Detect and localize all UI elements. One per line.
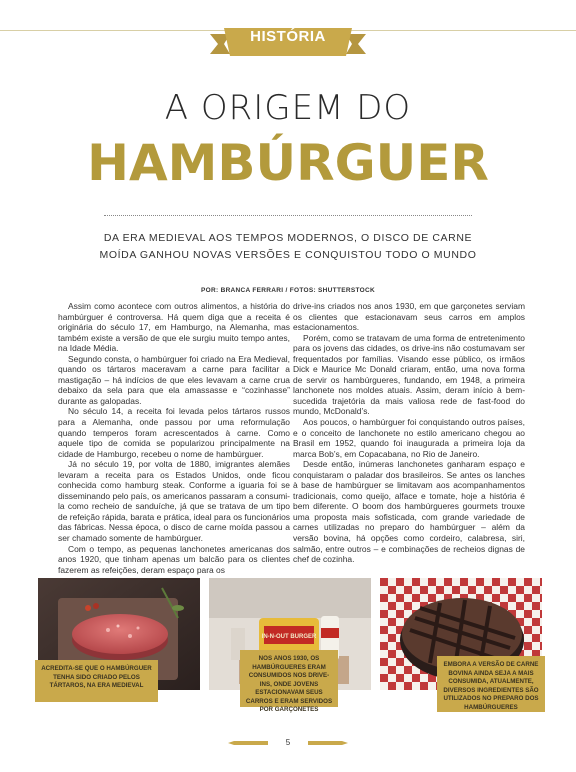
page-number: 5 [285, 738, 291, 747]
subtitle-line-2: MOÍDA GANHOU NOVAS VERSÕES E CONQUISTOU TODO O MUNDO [99, 249, 477, 261]
in-n-out-sign: IN-N-OUT BURGER [261, 634, 317, 640]
page-ornament-right [308, 741, 348, 745]
subtitle [60, 230, 516, 264]
paragraph: drive-ins criados nos anos 1930, em que garçonetes serviam os clientes que estacionavam seus carros em amplos estacionamentos. [293, 301, 525, 333]
paragraph: Assim como acontece com outros alimentos, a história do hambúrguer é controversa. Há quem diga que a receita é originária do século 17, em Hamburgo, na Alemanha, mas também existe a versão de que ele surgiu muito tempo antes, na Idade Média. [58, 301, 290, 354]
photo-2-caption: NOS ANOS 1930, OS HAMBÚRGUERES ERAM CONSUMIDOS NOS DRIVE-INS, ONDE JOVENS ESTACIONAVAM SEUS CARROS E ERAM SERVIDOS POR GARÇONETES [240, 650, 338, 707]
title-line-1: A ORIGEM DO [164, 88, 412, 128]
paragraph: Já no século 19, por volta de 1880, imigrantes alemães levaram a receita para os Estados Unidos, onde ficou conhecida como hamburg steak. Conforme a iguaria foi se disseminando pelo país, os americanos passaram a consumi-la como recheio de sanduíche, já que se tratava de um tipo de refeição rápida, barata e prática, ideal para os funcionários das fábricas. Nessa época, o disco de carne moída passou a ser chamado somente de hambúrguer. [58, 459, 290, 544]
page-ornament-left [228, 741, 268, 745]
subtitle-line-1: DA ERA MEDIEVAL AOS TEMPOS MODERNOS, O DISCO DE CARNE [103, 232, 473, 244]
paragraph: Aos poucos, o hambúrguer foi conquistando outros países, e o conceito de lanchonete no estilo americano chegou ao Brasil em 1952, quando foi inaugurada a primeira loja da marca Bob’s, em Copacabana, no Rio de Janeiro. [293, 417, 525, 459]
paragraph: Segundo consta, o hambúrguer foi criado na Era Medieval, quando os tártaros maceravam a carne para facilitar a mastigação – há indícios de que eles levavam a carne crua debaixo da sela para que ela amassasse e “cozinhasse” durante as galopadas. [58, 353, 290, 406]
title-separator [104, 215, 472, 216]
section-label: HISTÓRIA [250, 28, 326, 45]
photo-1-caption: ACREDITA-SE QUE O HAMBÚRGUER TENHA SIDO CRIADO PELOS TÁRTAROS, NA ERA MEDIEVAL [35, 660, 158, 702]
paragraph: No século 14, a receita foi levada pelos tártaros russos para a Alemanha, onde passou por uma reformulação quando temperos foram acrescentados à carne. Como aquele tipo de comida se popularizou principalmente na cidade de Hamburgo, recebeu o nome de hambúrguer. [58, 406, 290, 459]
article-column-2 [293, 301, 525, 565]
paragraph: Porém, como se tratavam de uma forma de entretenimento para os jovens das cidades, os drive-ins não costumavam ser frequentados por famílias. Visando esse público, os irmãos Dick e Maurice Mc Donald criaram, então, uma nova forma de servir os hambúrgueres, fundando, em 1948, a primeira lanchonete nos moldes atuais. Assim, deram início à bem-sucedida trajetória da mais valiosa rede de fast-food do mundo, McDonald’s. [293, 332, 525, 417]
photo-3-caption: EMBORA A VERSÃO DE CARNE BOVINA AINDA SEJA A MAIS CONSUMIDA, ATUALMENTE, DIVERSOS INGREDIENTES SÃO UTILIZADOS NO PREPARO DOS HAMBÚRGUERES [437, 656, 545, 712]
paragraph: Desde então, inúmeras lanchonetes ganharam espaço e conquistaram o paladar dos brasileiros. Se antes os lanches à base de hambúrguer se limitavam aos acompanhamentos tradicionais, como queijo, alface e tomate, hoje a história é bem diferente. O boom dos hambúrgueres gourmets trouxe uma proposta mais sofisticada, com grande variedade de carnes utilizadas no preparo do hambúrguer – além da versão bovina, há opções como cordeiro, calabresa, siri, salmão, entre outros – e combinações de recheios dignas de chef de cozinha. [293, 459, 525, 565]
article-column-1 [58, 301, 290, 575]
byline: POR: BRANCA FERRARI / FOTOS: SHUTTERSTOCK [201, 287, 375, 294]
title-line-2: HAMBÚRGUER [87, 134, 489, 192]
paragraph: Com o tempo, as pequenas lanchonetes americanas dos anos 1920, que tinham apenas um balcão para os clientes fazerem as refeições, deram espaço para os [58, 543, 290, 575]
